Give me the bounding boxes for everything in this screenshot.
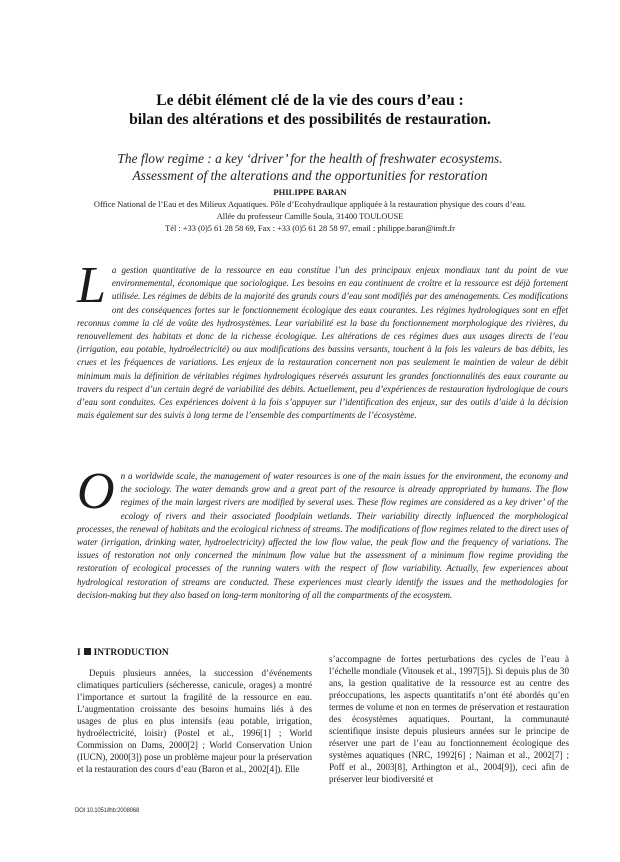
author-name: PHILIPPE BARAN (273, 187, 347, 197)
affiliation-line-2: Allée du professeur Camille Soula, 31400 TOULOUSE (216, 212, 404, 221)
title-line-2: bilan des altérations et des possibilités de restauration. (129, 111, 491, 128)
affiliation-line-1: Office National de l’Eau et des Milieux Aquatiques. Pôle d’Ecohydraulique appliquée à la restauration physique des cours d’eau. (93, 200, 527, 209)
section-title: INTRODUCTION (93, 648, 169, 658)
drop-cap: O (77, 463, 115, 520)
drop-cap: L (77, 257, 106, 314)
subtitle-line-1: The flow regime : a key ‘driver’ for the health of freshwater ecosystems. (117, 151, 503, 166)
doi-footer: DOI 10.1051/lhb:2008068 (75, 808, 140, 814)
abstract-english (77, 463, 568, 602)
body-column-right: s’accompagne de fortes perturbations des cycles de l’eau à l’échelle mondiale (Vitousek et al., 1997[5]). Si depuis plus de 30 ans, la gestion qualitative de la ressource est au centre des préoccupations, les aspects quantitatifs n’ont été abordés qu’en termes de volume et non en termes de préservation et restauration des écosystèmes aquatiques. Pourtant, la communauté scientifique insiste depuis plusieurs années sur le principe de réserver une part de l’eau au fonctionnement écologique des systèmes aquatiques (NRC, 1992[6] ; Naiman et al., 2002[7] ; Poff et al., 2003[8], Arthington et al., 2004[9]), ceci afin de préserver leur biodiversité et (329, 654, 569, 785)
abstract-english-text: n a worldwide scale, the management of water resources is one of the main issues for the environment, the economy and the sociology. The water demands grow and a great part of the resource is already appropriated by humans. The flow regimes of the main largest rivers are modified by several uses. These flow regimes are considered as a key driver’ of the ecology of rivers and their associated floodplain wetlands. Their variability directly influenced the morphological processes, the renewal of habitats and the ecological richness of streams. The modifications of flow regimes related to the direct uses of water (irrigation, drinking water, hydroelectricity) affected the low flow value, the peak flow and the frequency of variations. The issues of restoration not only concerned the minimum flow value but the assessment of a minimum flow regime providing the restoration of ecological processes of the running waters with the respect of flow variability. Actually, few experiences about hydrological restoration of streams are conducted. These experiences must clearly identify the issues and the methodologies for decision-making but they also based on long-term monitoring of all the compartments of the ecosystem. (77, 471, 568, 600)
author-affiliation (40, 199, 580, 235)
body-column-left: Depuis plusieurs années, la succession d’événements climatiques particuliers (sécheresse, canicule, orages) a montré l’importance et surtout la fragilité de la ressource en eau. L’augmentation croissante des besoins humains liés à des usages de plus en plus intensifs (eau potable, irrigation, hydroélectricité, loisir) (Postel et al., 1996[1] ; World Commission on Dams, 2000[2] ; World Conservation Union (IUCN), 2000[3]) pose un problème majeur pour la préservation et la restauration des cours d’eau (Baron et al., 2002[4]). Elle (77, 668, 312, 775)
abstract-french (77, 257, 568, 422)
abstract-french-text: a gestion quantitative de la ressource en eau constitue l’un des principaux enjeux mondiaux tant du point de vue environnemental, économique que sociologique. Les besoins en eau continuent de croître et la ressource est déjà fortement utilisée. Les régimes de débits de la majorité des grands cours d’eau sont modifiés par des aménagements. Ces modifications ont des conséquences fortes sur le fonctionnement écologique des eaux courantes. Les régimes hydrologiques sont en effet reconnus comme la clé de voûte des hydrosystèmes. Leur variabilité est la base du fonctionnement morphologique des rivières, du renouvellement des habitats et donc de la richesse écologique. Les altérations de ces régimes dues aux usages directs de l’eau (irrigation, eau potable, hydroélectricité) ou aux modifications des bassins versants, touchent à la fois les valeurs de bas débits, les crues et les fréquences de variations. Les enjeux de la restauration concernent non pas seulement le maintien de valeur de débit minimum mais la définition de véritables régimes hydrologiques réservés assurant les grandes fonctionnalités des eaux courante au travers du respect d’un certain degré de variabilité des débits. Actuellement, peu d’expériences de restauration hydrologique de cours d’eau sont conduites. Ces expériences doivent à la fois s’appuyer sur l’identification des enjeux, sur des outils d’aide à la décision mais également sur des suivis à long terme de l’ensemble des compartiments de l’écosystème. (77, 265, 568, 421)
section-number: I (77, 648, 81, 658)
paper-subtitle-english (40, 151, 580, 184)
paper-title (40, 91, 580, 129)
square-bullet-icon (84, 648, 91, 655)
subtitle-line-2: Assessment of the alterations and the opportunities for restoration (132, 167, 488, 183)
affiliation-line-3: Tél : +33 (0)5 61 28 58 69, Fax : +33 (0)5 61 28 58 97, email : philippe.baran@imft.fr (165, 224, 455, 233)
title-line-1: Le débit élément clé de la vie des cours d’eau : (156, 92, 464, 109)
section-heading (77, 648, 169, 658)
